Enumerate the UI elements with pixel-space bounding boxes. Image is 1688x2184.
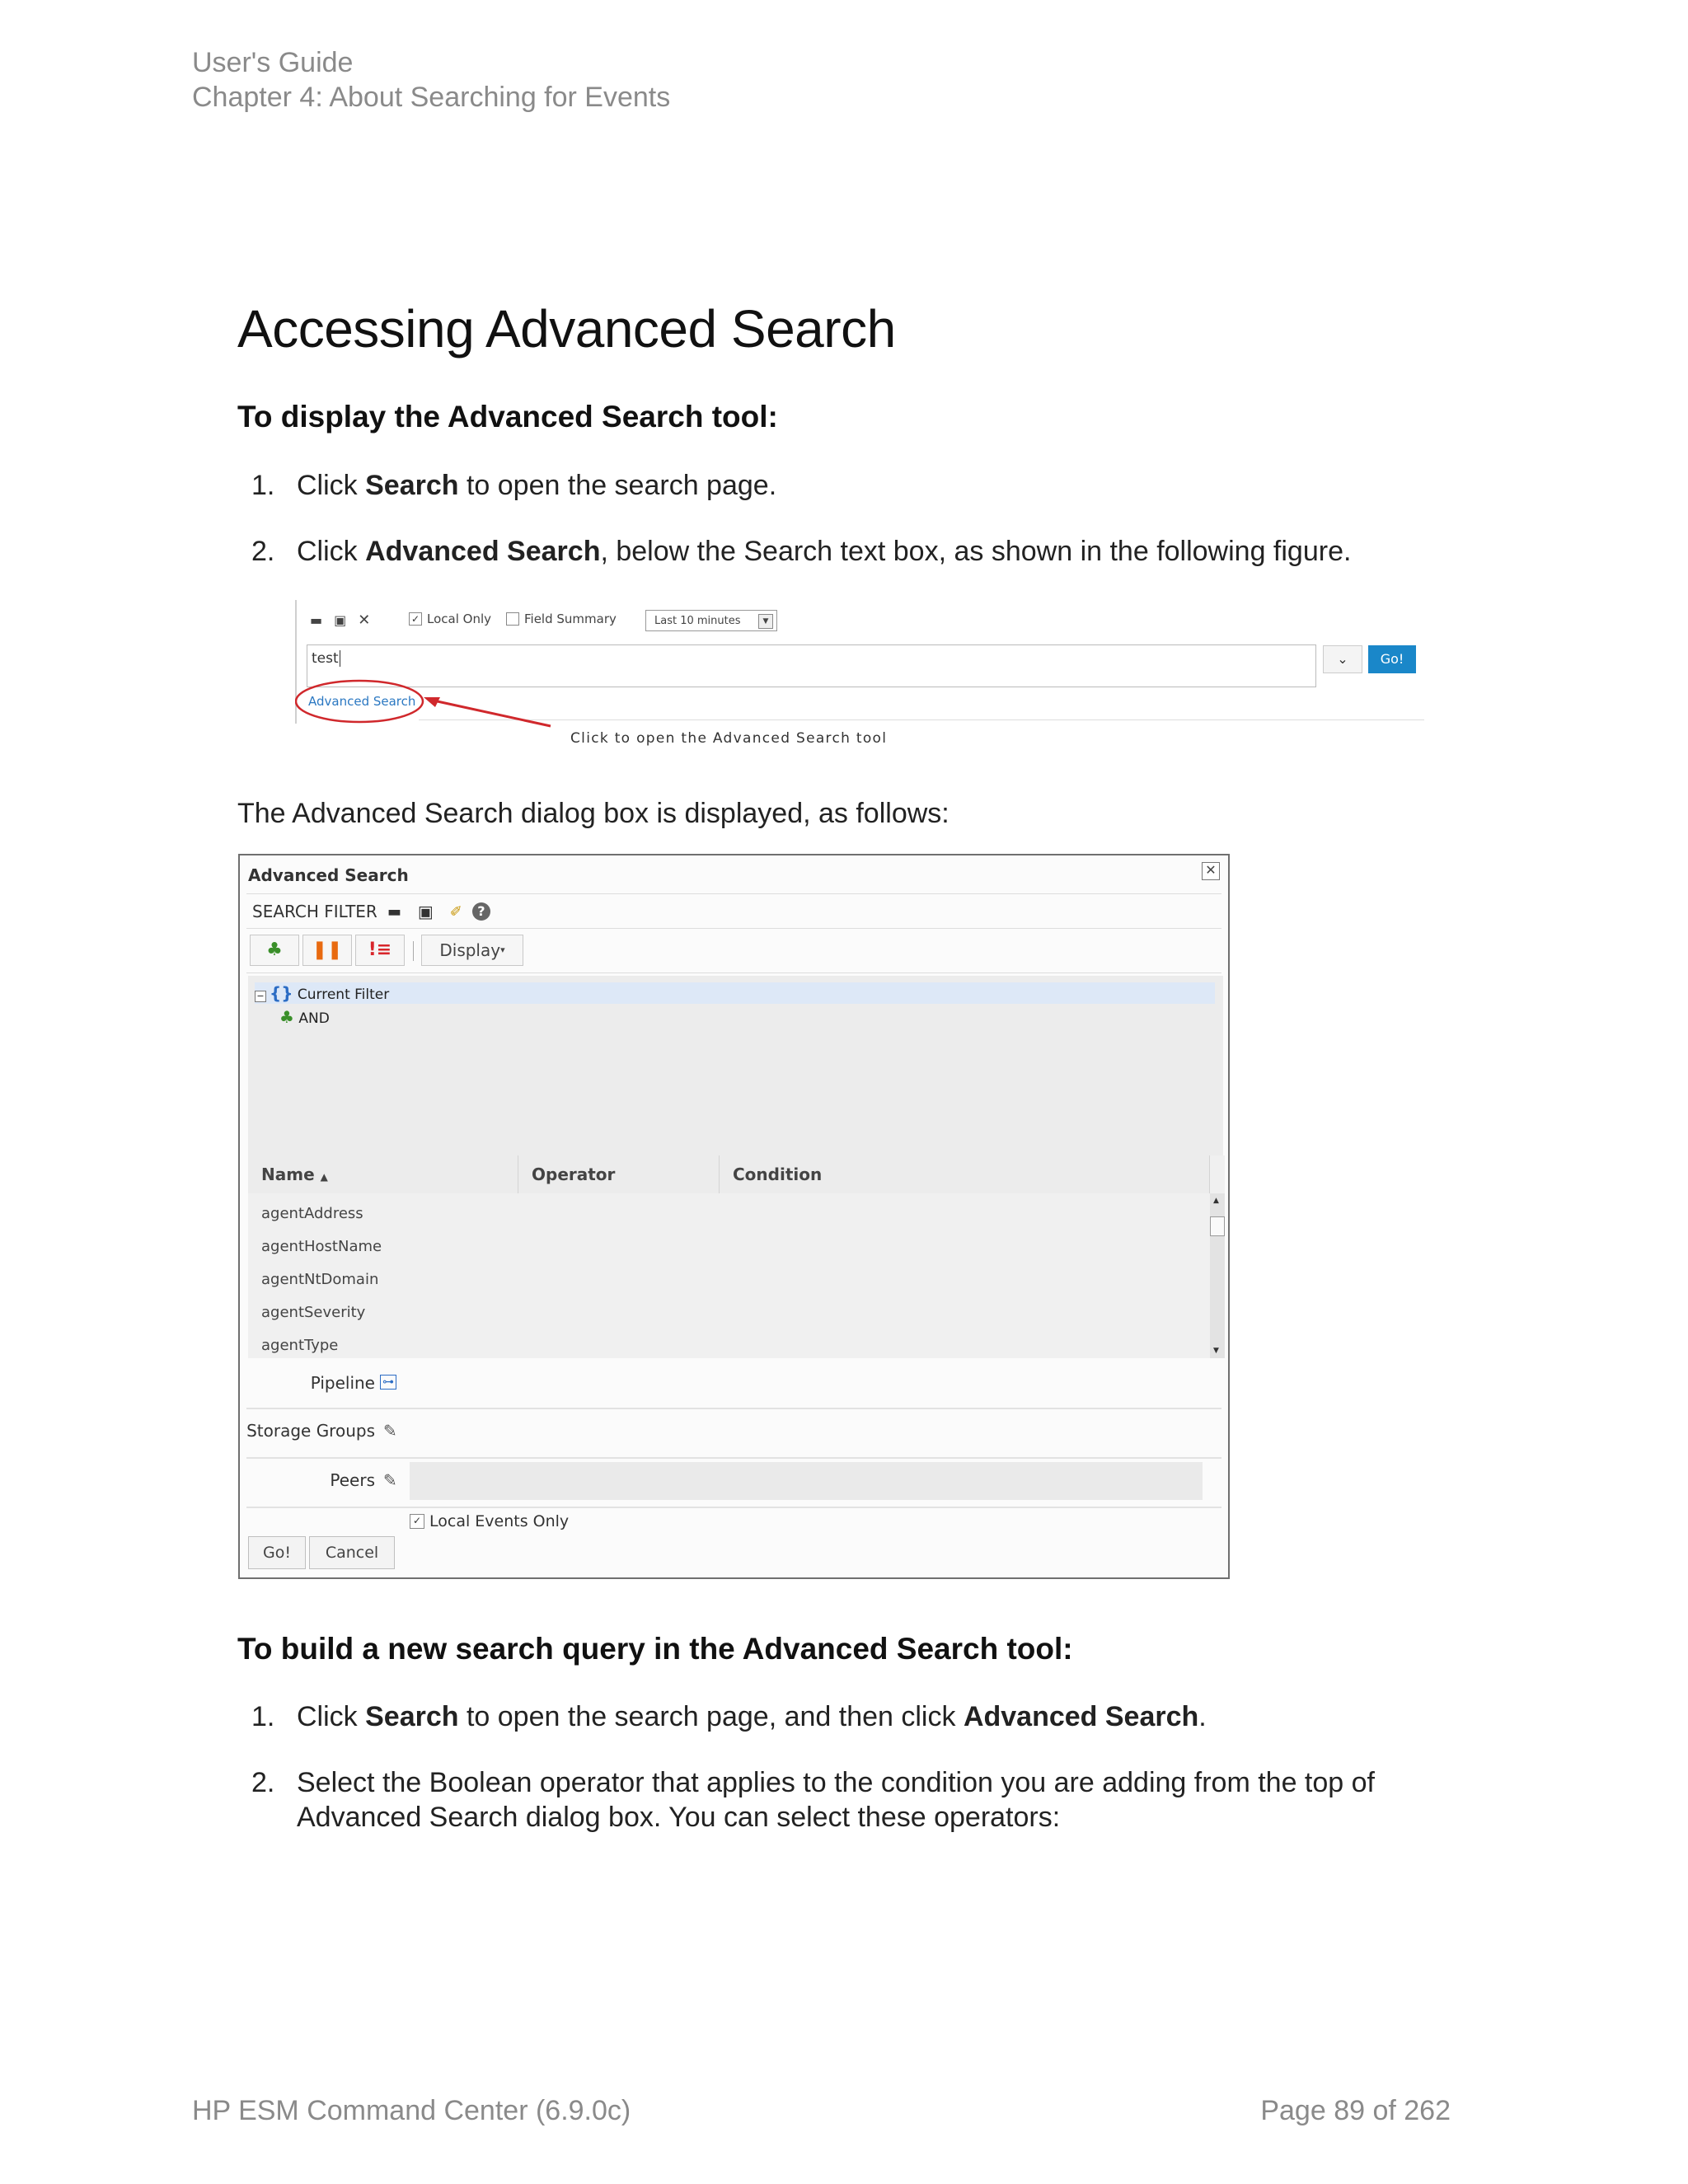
and-node[interactable] [279, 1007, 330, 1027]
search-value: test [312, 650, 339, 667]
search-bar-figure [295, 600, 1424, 747]
filter-tree [248, 976, 1223, 1179]
save-icon[interactable]: ▣ [334, 612, 347, 628]
dropdown-arrow-icon: ▼ [758, 614, 773, 629]
braces-icon: {} [270, 983, 293, 1003]
close-icon[interactable]: ✕ [1202, 862, 1220, 880]
time-range-value: Last 10 minutes [654, 615, 741, 627]
and-label: AND [298, 1010, 330, 1027]
local-events-only-checkbox[interactable] [410, 1512, 569, 1530]
table-row[interactable]: agentHostName [261, 1238, 382, 1255]
pipeline-label: Pipeline [310, 1373, 375, 1393]
step-number: 1. [251, 470, 275, 501]
step-number: 2. [251, 536, 275, 567]
dialog-title: Advanced Search [248, 865, 409, 885]
step-text: Click Search to open the search page. [297, 470, 777, 501]
step-number: 1. [251, 1701, 275, 1732]
search-filter-bar [252, 902, 490, 921]
table-row[interactable]: agentNtDomain [261, 1271, 379, 1288]
go-button[interactable]: Go! [1368, 645, 1416, 673]
display-button[interactable] [421, 935, 523, 966]
section2-heading: To build a new search query in the Advanced Search tool: [237, 1632, 1073, 1666]
divider [246, 1408, 1221, 1409]
figure-caption: The Advanced Search dialog box is displayed, as follows: [237, 798, 950, 829]
footer-page-number: Page 89 of 262 [1260, 2095, 1451, 2126]
step-text: Click Advanced Search, below the Search text box, as shown in the following figure. [297, 536, 1352, 567]
broom-icon[interactable]: ✐ [449, 902, 462, 921]
local-only-checkbox[interactable] [409, 612, 491, 626]
not-operator-button[interactable] [355, 935, 405, 966]
column-condition[interactable]: Condition [720, 1155, 1210, 1193]
scrollbar[interactable] [1210, 1193, 1225, 1358]
caret-down-icon: ▾ [500, 944, 505, 955]
close-icon[interactable]: ✕ [358, 612, 371, 629]
checkbox-icon [506, 612, 519, 626]
and-icon: ♣ [279, 1007, 294, 1027]
page-title: Accessing Advanced Search [237, 299, 896, 359]
peers-field[interactable] [410, 1462, 1203, 1500]
column-name-label: Name [261, 1165, 315, 1184]
current-filter-node[interactable] [255, 982, 1215, 1004]
and-icon: ♣ [266, 940, 283, 960]
current-filter-label: Current Filter [297, 987, 390, 1003]
divider [246, 972, 1221, 973]
table-row[interactable]: agentSeverity [261, 1304, 366, 1321]
column-name[interactable] [248, 1155, 518, 1193]
divider [246, 1507, 1221, 1508]
checkmark-icon: ✓ [410, 1514, 424, 1529]
or-icon: ❚❚ [312, 940, 343, 960]
search-toolbar [310, 612, 370, 629]
fields-table [248, 1155, 1225, 1358]
scroll-down-icon[interactable]: ▼ [1213, 1347, 1219, 1355]
step-text: Select the Boolean operator that applies to the condition you are adding from the top of Advanced Search dialog box. You can select these operators: [297, 1767, 1375, 1833]
go-button[interactable]: Go! [248, 1536, 306, 1569]
footer-product: HP ESM Command Center (6.9.0c) [192, 2095, 631, 2126]
pipeline-icon[interactable]: ⊶ [380, 1375, 396, 1390]
divider [246, 928, 1221, 929]
help-icon[interactable]: ? [472, 902, 490, 921]
display-label: Display [439, 940, 501, 960]
folder-icon[interactable]: ▬ [387, 902, 401, 921]
divider [246, 893, 1221, 894]
callout-arrow-icon [295, 674, 592, 732]
cancel-button[interactable]: Cancel [309, 1536, 395, 1569]
table-row[interactable]: agentType [261, 1337, 339, 1354]
scroll-up-icon[interactable]: ▲ [1213, 1197, 1219, 1205]
header-guide: User's Guide [192, 47, 354, 78]
local-only-label: Local Only [427, 612, 492, 626]
advanced-search-dialog [238, 854, 1230, 1579]
time-range-select[interactable] [645, 610, 777, 631]
not-icon: !≡ [368, 940, 392, 960]
edit-peers-icon[interactable]: ✎ [383, 1470, 397, 1490]
edit-storage-groups-icon[interactable]: ✎ [383, 1421, 397, 1441]
local-events-only-label: Local Events Only [429, 1512, 570, 1530]
search-filter-label: SEARCH FILTER [252, 902, 377, 921]
field-summary-checkbox[interactable] [506, 612, 617, 626]
field-summary-label: Field Summary [524, 612, 617, 626]
step-number: 2. [251, 1767, 275, 1798]
advanced-search-link[interactable]: Advanced Search [308, 694, 416, 709]
storage-groups-label: Storage Groups [246, 1421, 375, 1441]
section1-heading: To display the Advanced Search tool: [237, 400, 778, 434]
collapse-icon[interactable]: − [255, 991, 266, 1002]
chevron-down-icon[interactable]: ⌄ [1323, 645, 1362, 673]
sort-asc-icon: ▲ [320, 1171, 328, 1183]
table-row[interactable]: agentAddress [261, 1205, 363, 1222]
divider [413, 941, 414, 961]
folder-icon[interactable]: ▬ [310, 612, 323, 628]
and-operator-button[interactable] [250, 935, 299, 966]
checkmark-icon: ✓ [409, 612, 422, 626]
header-chapter: Chapter 4: About Searching for Events [192, 82, 671, 113]
peers-label: Peers [330, 1470, 375, 1490]
column-operator[interactable]: Operator [518, 1155, 720, 1193]
scrollbar-thumb[interactable] [1210, 1216, 1225, 1236]
divider [246, 1457, 1221, 1459]
step-text: Click Search to open the search page, and then click Advanced Search. [297, 1701, 1207, 1732]
or-operator-button[interactable] [302, 935, 352, 966]
save-icon[interactable]: ▣ [417, 902, 434, 921]
callout-text: Click to open the Advanced Search tool [570, 730, 888, 747]
